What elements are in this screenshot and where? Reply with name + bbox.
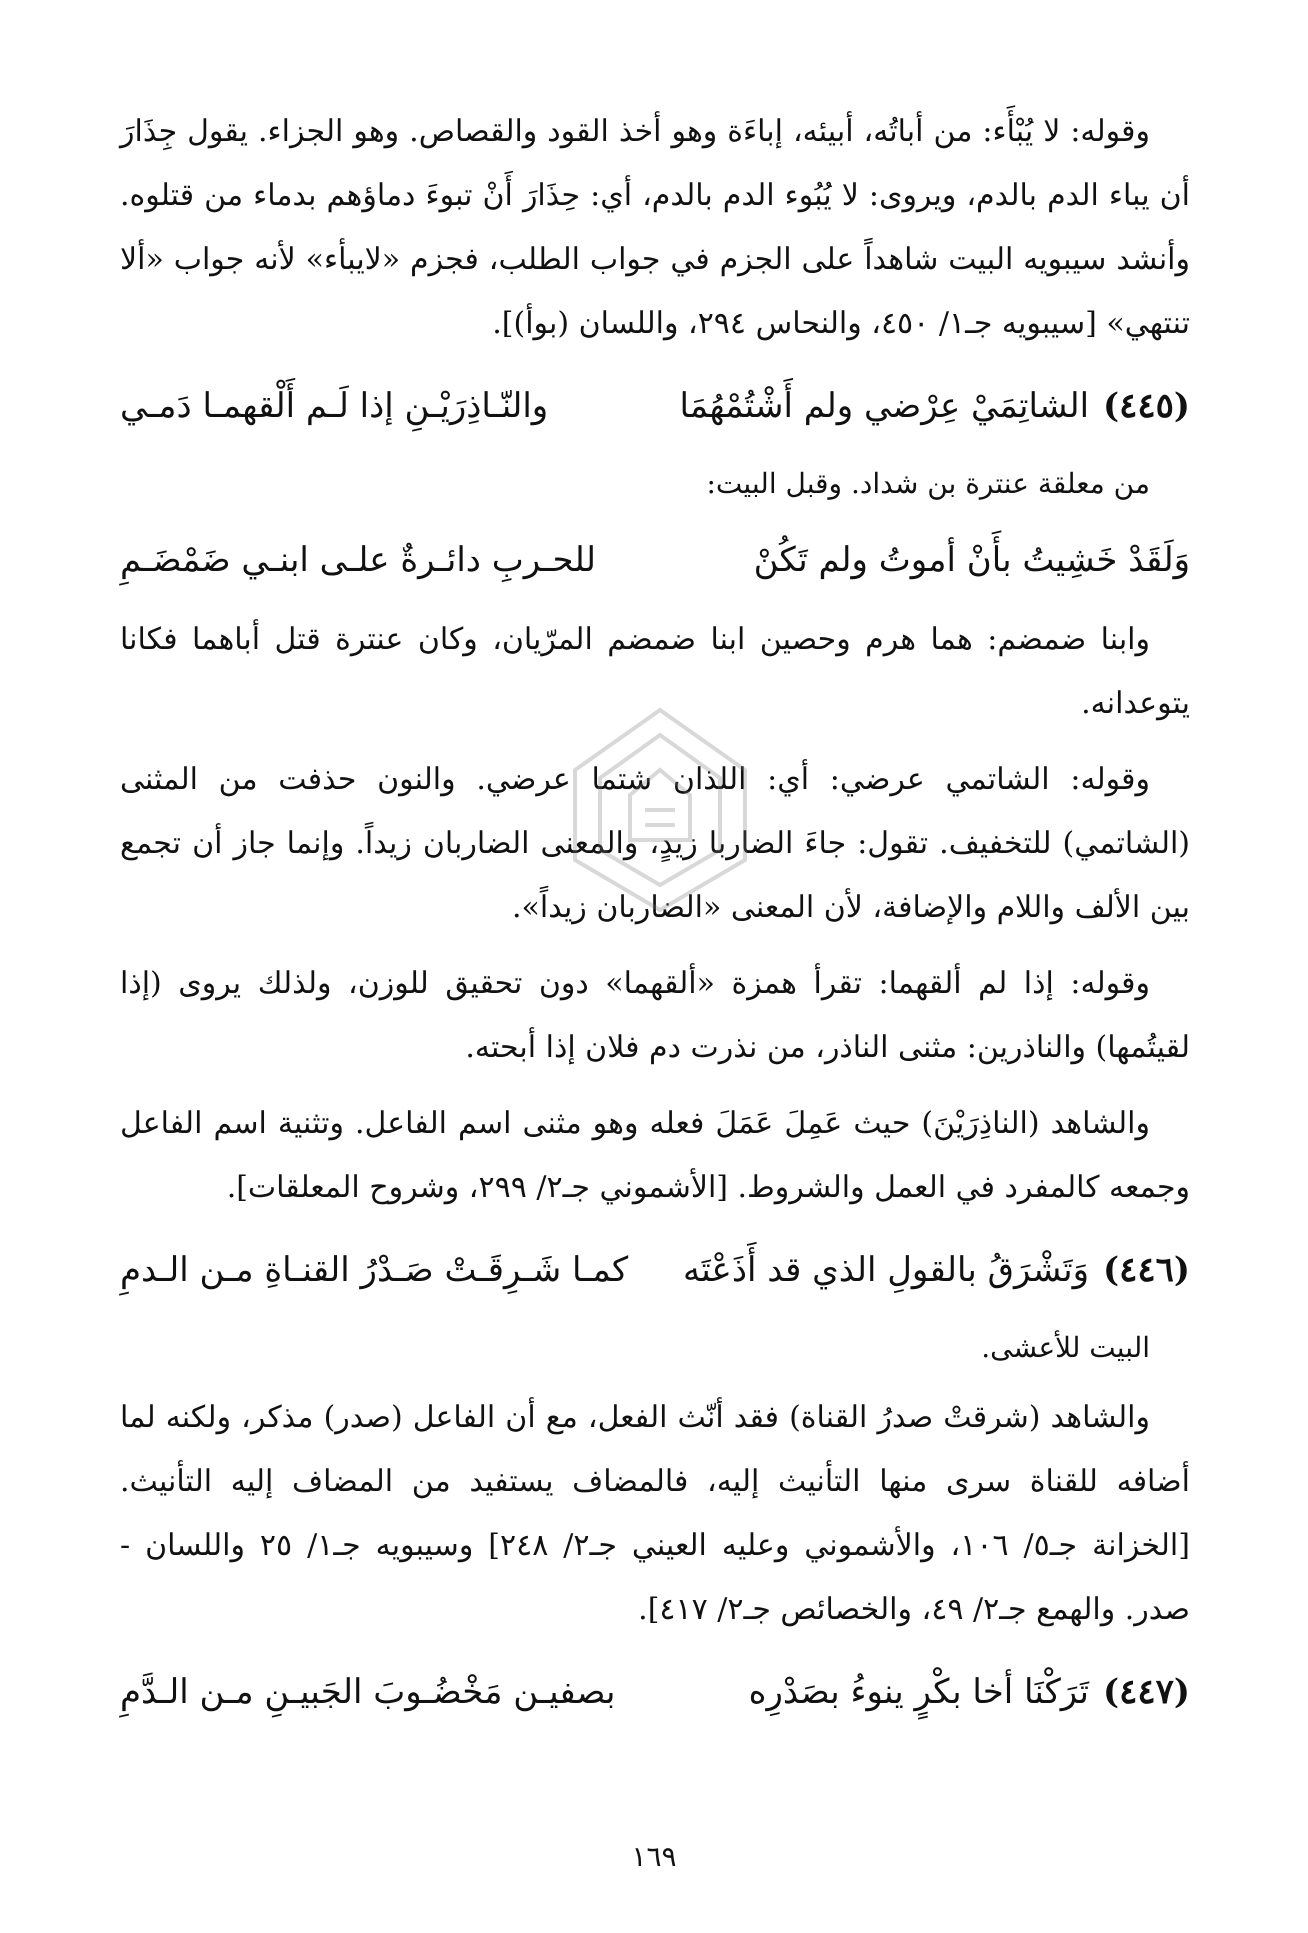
verse-first-hemistich: الشاتِمَيْ عِرْضي ولم أَشْتُمْهُمَا [679, 386, 1090, 426]
verse-445 [120, 368, 1190, 444]
library-watermark-seal [560, 700, 760, 920]
paragraph-commentary-444: وقوله: لا يُبْأَء: من أباتُه، أبيئه، إباءَة وهو أخذ القود والقصاص. وهو الجزاء. يقول جِذَارَ أن يباء الدم بالدم، ويروى: لا يُبُوء الدم بالدم، أي: حِذَارَ أَنْ تبوءَ دماؤهم بدماء من قتلوه. وأنشد سيبويه البيت شاهداً على الجزم في جواب الطلب، فجزم «لايبأء» لأنه جواب «ألا تنتهي» [سيبويه جـ١/ ٤٥٠، والنحاس ٢٩٤، واللسان (بوأ)]. [120, 114, 1190, 341]
verse-447 [120, 1654, 1190, 1730]
verse-number: (٤٤٧) [1103, 1672, 1190, 1712]
verse-preceding [120, 522, 1190, 598]
verse-first-hemistich: وَتَشْرَقُ بالقولِ الذي قد أَذَعْتَه [683, 1250, 1090, 1290]
page-number: ١٦٩ [631, 1840, 677, 1873]
verse-446 [120, 1232, 1190, 1308]
verse-second-hemistich: للحـربِ دائـرةٌ علـى ابنـي ضَمْضَـمِ [120, 540, 597, 580]
paragraph-alqahuma: وقوله: إذا لم ألقهما: تقرأ همزة «ألقهما» دون تحقيق للوزن، ولذلك يروى (إذا لقيتُمها) والناذرين: مثنى الناذر، من نذرت دم فلان إذا أبحته. [120, 966, 1190, 1065]
paragraph-shatimi: وقوله: الشاتمي عرضي: أي: اللذان شتما عرضي. والنون حذفت من المثنى (الشاتمي) للتخفيف. تقول: جاءَ الضاربا زيدٍ، والمعنى الضاربان زيداً. وإنما جاز أن تجمع بين الألف واللام والإضافة، لأن المعنى «الضاربان زيداً». [120, 762, 1190, 925]
verse-second-hemistich: بصفيـن مَخْضُـوبَ الجَبيـنِ مـن الـدَّمِ [120, 1672, 616, 1712]
verse-source-note: من معلقة عنترة بن شداد. وقبل البيت: [706, 467, 1150, 500]
verse-second-hemistich: والنّـاذِرَيْـنِ إذا لَـم أَلْقهمـا دَمـي [120, 386, 549, 426]
verse-attribution: البيت للأعشى. [981, 1331, 1150, 1364]
verse-first-hemistich: وَلَقَدْ خَشِيتُ بأَنْ أموتُ ولم تَكُنْ [753, 540, 1190, 580]
verse-first-hemistich: تَرَكْنَا أخا بكْرٍ ينوءُ بصَدْرِه [748, 1672, 1090, 1712]
paragraph-shahid-sharaqat: والشاهد (شرقتْ صدرُ القناة) فقد أنّث الفعل، مع أن الفاعل (صدر) مذكر، ولكنه لما أضافه للقناة سرى منها التأنيث إليه، فالمضاف يستفيد من المضاف إليه التأنيث. [الخزانة جـ٥/ ١٠٦، والأشموني وعليه العيني جـ٢/ ٢٤٨] وسيبويه جـ١/ ٢٥ واللسان - صدر. والهمع جـ٢/ ٤٩، والخصائص جـ٢/ ٤١٧]. [120, 1400, 1190, 1627]
verse-number: (٤٤٦) [1103, 1250, 1190, 1290]
book-page [120, 100, 1190, 1880]
paragraph-shahid-nadhirayn: والشاهد (الناذِرَيْنَ) حيث عَمِلَ عَمَلَ فعله وهو مثنى اسم الفاعل. وتثنية اسم الفاعل وجمعه كالمفرد في العمل والشروط. [الأشموني جـ٢/ ٢٩٩، وشروح المعلقات]. [120, 1106, 1190, 1205]
verse-number: (٤٤٥) [1103, 386, 1190, 426]
verse-second-hemistich: كمـا شَـرِقَـتْ صَـدْرُ القنـاةِ مـن الـدمِ [120, 1250, 629, 1290]
paragraph-ibna-damdam: وابنا ضمضم: هما هرم وحصين ابنا ضمضم المرّيان، وكان عنترة قتل أباهما فكانا يتوعدانه. [120, 622, 1190, 721]
